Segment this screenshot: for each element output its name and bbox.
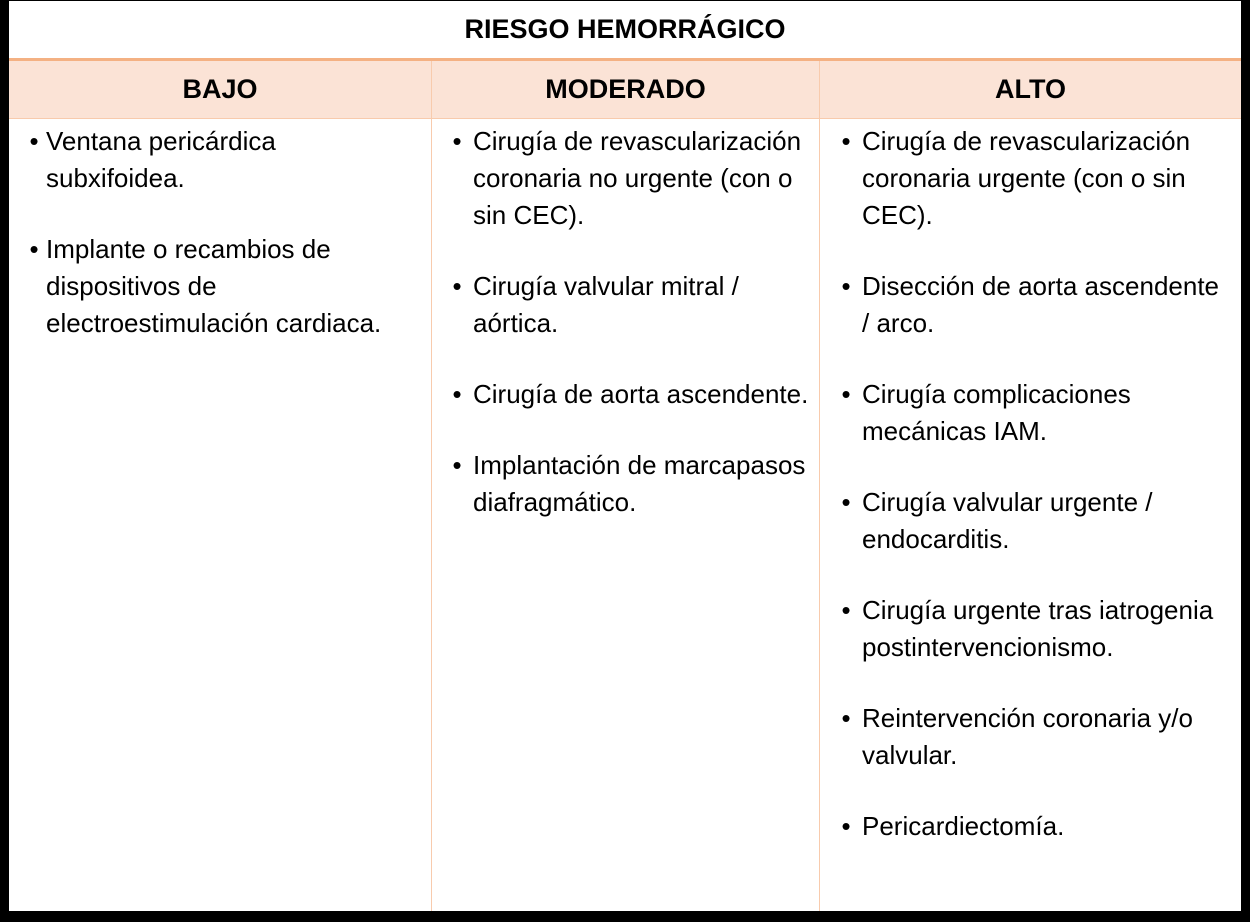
- list-item-text: Cirugía complicaciones mecánicas IAM.: [862, 379, 1131, 446]
- list-item: [444, 268, 809, 342]
- list-item-text: Cirugía de revascularización coronaria no urgente (con o sin CEC).: [473, 126, 802, 230]
- bullet-icon: •: [29, 234, 39, 264]
- bullet-icon: •: [452, 450, 462, 480]
- list-item-text: Pericardiectomía.: [862, 811, 1065, 841]
- list-item: [21, 231, 417, 342]
- bullet-icon: •: [841, 126, 851, 156]
- bullet-icon: •: [452, 379, 462, 409]
- list-item: [444, 123, 809, 234]
- column-moderado: [431, 119, 819, 911]
- list-item-text: Reintervención coronaria y/o valvular.: [862, 703, 1193, 770]
- list-bajo: [21, 123, 417, 342]
- list-item-text: Cirugía de aorta ascendente.: [473, 379, 809, 409]
- bullet-icon: •: [29, 126, 39, 156]
- list-item-text: Implantación de marcapasos diafragmático.: [473, 450, 806, 517]
- list-item: [833, 808, 1231, 845]
- list-moderado: [444, 123, 809, 521]
- body-row: [9, 118, 1241, 911]
- list-item: [444, 376, 809, 413]
- list-item: [833, 700, 1231, 774]
- list-item: [444, 447, 809, 521]
- list-item-text: Cirugía valvular urgente / endocarditis.: [862, 487, 1153, 554]
- bullet-icon: •: [841, 595, 851, 625]
- list-item-text: Implante o recambios de dispositivos de electroestimulación cardiaca.: [46, 234, 382, 338]
- header-alto: ALTO: [819, 61, 1241, 118]
- list-item-text: Disección de aorta ascendente / arco.: [862, 271, 1220, 338]
- table-title: RIESGO HEMORRÁGICO: [464, 14, 786, 44]
- list-alto: [833, 123, 1231, 845]
- column-alto: [819, 119, 1241, 911]
- bullet-icon: •: [841, 379, 851, 409]
- list-item: [833, 268, 1231, 342]
- bullet-icon: •: [841, 811, 851, 841]
- header-row: [9, 58, 1241, 118]
- list-item: [21, 123, 417, 197]
- bullet-icon: •: [841, 487, 851, 517]
- bullet-icon: •: [452, 271, 462, 301]
- bullet-icon: •: [841, 703, 851, 733]
- list-item-text: Cirugía valvular mitral / aórtica.: [473, 271, 739, 338]
- bullet-icon: •: [841, 271, 851, 301]
- list-item: [833, 592, 1231, 666]
- list-item-text: Cirugía de revascularización coronaria urgente (con o sin CEC).: [862, 126, 1191, 230]
- list-item-text: Cirugía urgente tras iatrogenia postintervencionismo.: [862, 595, 1214, 662]
- list-item: [833, 376, 1231, 450]
- header-bajo: BAJO: [182, 74, 258, 104]
- list-item: [833, 484, 1231, 558]
- header-moderado: MODERADO: [431, 61, 819, 118]
- column-bajo: [9, 119, 431, 911]
- list-item-text: Ventana pericárdica subxifoidea.: [46, 126, 276, 193]
- list-item: [833, 123, 1231, 234]
- bullet-icon: •: [452, 126, 462, 156]
